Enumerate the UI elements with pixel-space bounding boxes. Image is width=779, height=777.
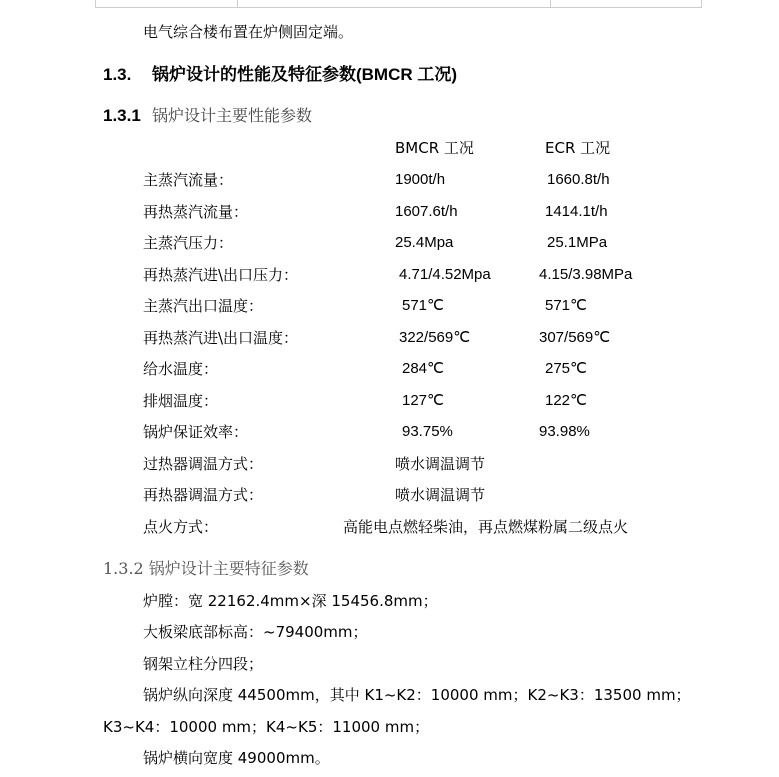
table-top-border [95,7,702,8]
row-bmcr-value: 93.75% [402,423,453,440]
row-ecr-value: 275℃ [545,360,587,377]
feature-depth-line2: K3~K4：10000 mm；K4~K5：11000 mm； [103,718,430,736]
row-label: 再热蒸汽进\出口压力： [143,266,299,284]
feature-depth-line1: 锅炉纵向深度 44500mm，其中 K1~K2：10000 mm；K2~K3：13500 mm； [143,686,691,704]
row-label: 主蒸汽流量： [143,171,234,189]
row-bmcr-value: 喷水调温调节 [395,455,486,473]
feature-columns: 钢架立柱分四段； [143,655,264,673]
row-label: 再热蒸汽流量： [143,203,249,221]
row-label: 再热蒸汽进\出口温度： [143,329,299,347]
row-bmcr-value: 4.71/4.52Mpa [399,266,491,283]
row-ecr-value: 307/569℃ [539,329,611,346]
row-bmcr-value: 喷水调温调节 [395,486,486,504]
row-bmcr-value: 322/569℃ [399,329,471,346]
row-label: 主蒸汽压力： [143,234,234,252]
ignition-label: 点火方式： [143,518,219,536]
section-1-3-1-number: 1.3.1 [103,106,141,125]
table-top-tick [701,0,702,7]
table-top-tick [95,0,96,7]
row-label: 主蒸汽出口温度： [143,297,264,315]
intro-line: 电气综合楼布置在炉侧固定端。 [143,23,354,41]
row-bmcr-value: 1900t/h [395,171,446,188]
table-top-tick [550,0,551,7]
feature-beam: 大板梁底部标高：~79400mm； [143,623,368,641]
row-ecr-value: 1660.8t/h [547,171,610,188]
row-label: 再热器调温方式： [143,486,264,504]
row-ecr-value: 1414.1t/h [545,203,608,220]
section-1-3-number: 1.3. [103,65,132,84]
feature-width: 锅炉横向宽度 49000mm。 [143,749,330,767]
ignition-value: 高能电点燃轻柴油，再点燃煤粉属二级点火 [343,518,629,536]
row-label: 给水温度： [143,360,219,378]
row-bmcr-value: 571℃ [402,297,444,314]
row-ecr-value: 93.98% [539,423,590,440]
row-ecr-value: 571℃ [545,297,587,314]
table-top-tick [237,0,238,7]
row-bmcr-value: 127℃ [402,392,444,409]
row-bmcr-value: 1607.6t/h [395,203,458,220]
section-1-3-1-title: 锅炉设计主要性能参数 [152,106,313,125]
col-header-ecr: ECR 工况 [545,139,611,157]
row-label: 过热器调温方式： [143,455,264,473]
feature-furnace: 炉膛：宽 22162.4mm×深 15456.8mm； [143,592,438,610]
row-label: 锅炉保证效率： [143,423,249,441]
row-bmcr-value: 25.4Mpa [395,234,454,251]
col-header-bmcr: BMCR 工况 [395,139,474,157]
section-1-3-2-heading: 1.3.2 锅炉设计主要特征参数 [103,559,309,578]
row-bmcr-value: 284℃ [402,360,444,377]
row-ecr-value: 4.15/3.98MPa [539,266,633,283]
row-ecr-value: 25.1MPa [547,234,608,251]
row-ecr-value: 122℃ [545,392,587,409]
row-label: 排烟温度： [143,392,219,410]
section-1-3-title: 锅炉设计的性能及特征参数(BMCR 工况) [152,65,458,84]
